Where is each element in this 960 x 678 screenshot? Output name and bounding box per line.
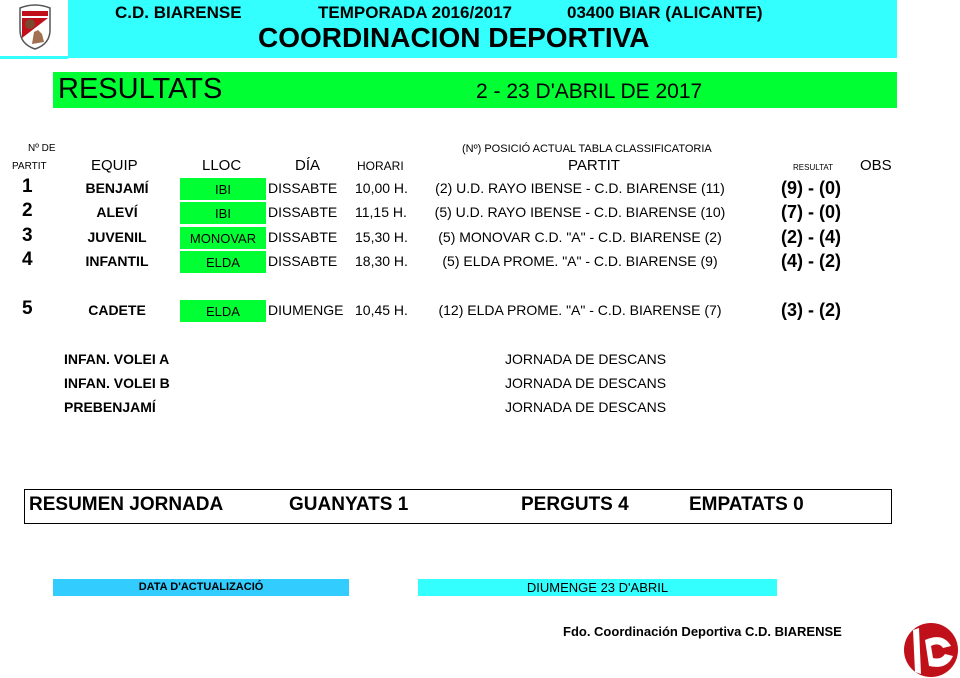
summary-won: GUANYATS 1 <box>289 494 409 515</box>
row-resultat: (4) - (2) <box>781 251 841 271</box>
col-dia: DÍA <box>295 157 321 174</box>
row-horari: 18,30 H. <box>355 253 408 269</box>
results-title: RESULTATS <box>58 73 223 105</box>
results-dates: 2 - 23 D'ABRIL DE 2017 <box>476 80 703 103</box>
row-resultat: (2) - (4) <box>781 227 841 247</box>
summary-draw: EMPATATS 0 <box>689 494 804 515</box>
row-partit: (5) MONOVAR C.D. "A" - C.D. BIARENSE (2) <box>438 229 722 245</box>
location: 03400 BIAR (ALICANTE) <box>567 3 763 22</box>
header-line <box>0 56 68 59</box>
summary-lost: PERGUTS 4 <box>521 494 629 515</box>
row-dia: DISSABTE <box>268 229 338 245</box>
col-num: PARTIT <box>12 161 47 172</box>
signature: Fdo. Coordinación Deportiva C.D. BIARENSE <box>563 624 842 639</box>
col-equip: EQUIP <box>91 157 138 174</box>
update-value: DIUMENGE 23 D'ABRIL <box>418 579 777 596</box>
row-equip: CADETE <box>88 302 146 318</box>
row-lloc: ELDA <box>180 251 266 273</box>
col-horari: HORARI <box>357 159 404 173</box>
col-resultat: RESULTAT <box>793 163 834 172</box>
row-number: 4 <box>22 249 33 270</box>
row-number: 3 <box>22 225 33 246</box>
row-lloc: IBI <box>180 202 266 224</box>
row-resultat: (9) - (0) <box>781 178 841 198</box>
row-dia: DISSABTE <box>268 180 338 196</box>
row-number: 5 <box>22 298 33 319</box>
row-equip: JUVENIL <box>87 229 147 245</box>
col-partit-top: (Nº) POSICIÓ ACTUAL TABLA CLASSIFICATORIA <box>462 143 712 155</box>
row-lloc: MONOVAR <box>180 227 266 249</box>
col-num-top: Nº DE <box>28 143 56 154</box>
row-equip: INFANTIL <box>85 253 149 269</box>
club-name: C.D. BIARENSE <box>115 3 242 22</box>
row-partit: (12) ELDA PROME. "A" - C.D. BIARENSE (7) <box>438 302 722 318</box>
row-horari: 15,30 H. <box>355 229 408 245</box>
row-partit: (5) U.D. RAYO IBENSE - C.D. BIARENSE (10) <box>434 204 726 220</box>
col-lloc: LLOC <box>202 157 242 174</box>
row-equip: ALEVÍ <box>96 204 138 220</box>
footer-logo <box>903 622 959 678</box>
row-number: 2 <box>22 200 33 221</box>
page-title: COORDINACION DEPORTIVA <box>258 22 650 53</box>
row-resultat: (7) - (0) <box>781 202 841 222</box>
row-equip: BENJAMÍ <box>85 180 149 196</box>
row-horari: 10,00 H. <box>355 180 408 196</box>
row-number: 1 <box>22 176 33 197</box>
col-obs: OBS <box>860 157 892 174</box>
row-resultat: (3) - (2) <box>781 300 841 320</box>
row-lloc: ELDA <box>180 300 266 322</box>
rest-note: JORNADA DE DESCANS <box>505 375 667 391</box>
rest-note: JORNADA DE DESCANS <box>505 351 667 367</box>
row-dia: DISSABTE <box>268 253 338 269</box>
rest-team: INFAN. VOLEI A <box>64 351 170 367</box>
club-crest-logo <box>18 4 52 50</box>
row-horari: 10,45 H. <box>355 302 408 318</box>
update-label: DATA D'ACTUALIZACIÓ <box>53 579 349 596</box>
row-dia: DIUMENGE <box>268 302 344 318</box>
row-lloc: IBI <box>180 178 266 200</box>
rest-team: INFAN. VOLEI B <box>64 375 170 391</box>
season: TEMPORADA 2016/2017 <box>318 3 513 22</box>
row-partit: (2) U.D. RAYO IBENSE - C.D. BIARENSE (11) <box>435 180 725 196</box>
row-dia: DISSABTE <box>268 204 338 220</box>
row-partit: (5) ELDA PROME. "A" - C.D. BIARENSE (9) <box>442 253 718 269</box>
rest-note: JORNADA DE DESCANS <box>505 399 667 415</box>
col-partit: PARTIT <box>568 157 620 174</box>
rest-team: PREBENJAMÍ <box>64 399 156 415</box>
row-horari: 11,15 H. <box>355 204 407 220</box>
summary-label: RESUMEN JORNADA <box>29 494 224 515</box>
